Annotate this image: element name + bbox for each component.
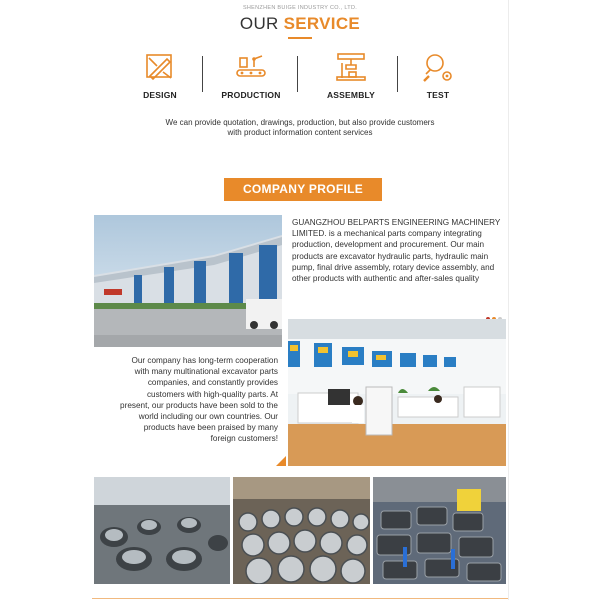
service-divider xyxy=(297,56,298,92)
service-design xyxy=(125,50,195,100)
company-profile-banner: COMPANY PROFILE xyxy=(224,178,382,201)
service-label: ASSEMBLY xyxy=(326,90,376,100)
service-test xyxy=(403,50,473,100)
page-edge-divider xyxy=(508,0,509,600)
company-small-caption: SHENZHEN BUIGE INDUSTRY CO., LTD. xyxy=(242,5,358,11)
production-icon xyxy=(234,50,268,84)
service-heading-accent: SERVICE xyxy=(283,14,361,33)
accent-corner xyxy=(276,456,286,466)
heading-underline xyxy=(288,37,312,39)
parts-photo-1 xyxy=(94,477,230,584)
service-page xyxy=(92,0,508,600)
service-production xyxy=(216,50,286,100)
service-divider xyxy=(397,56,398,92)
office-photo xyxy=(288,319,506,466)
service-assembly xyxy=(316,50,386,100)
bottom-accent-line xyxy=(92,598,508,599)
design-icon xyxy=(143,50,177,84)
service-heading-plain: OUR xyxy=(239,14,284,33)
parts-photo-2 xyxy=(233,477,370,584)
parts-photo-3 xyxy=(373,477,506,584)
factory-building-photo xyxy=(94,215,282,347)
service-label: PRODUCTION xyxy=(221,90,281,100)
company-profile-text-1: GUANGZHOU BELPARTS ENGINEERING MACHINERY LIMITED. is a mechanical parts company integrating production, development and procurement. Our main products are excavator hydraulic parts, hydraulic main pump, final drive assembly, rotary device assembly, and other products with authentic and after-sales quality xyxy=(292,218,501,284)
company-profile-text-2: Our company has long-term cooperation with many multinational excavator parts companies, and constantly provides customers with high-quality parts. At present, our products have been sold to the world including our own countries. Our products have been praised by many foreign customers! xyxy=(120,356,278,444)
test-icon xyxy=(421,50,455,84)
service-label: DESIGN xyxy=(143,90,177,100)
service-heading xyxy=(92,14,508,34)
service-label: TEST xyxy=(426,90,450,100)
assembly-icon xyxy=(334,50,368,84)
service-divider xyxy=(202,56,203,92)
service-description: We can provide quotation, drawings, production, but also provide customers with product information content services xyxy=(165,118,435,137)
